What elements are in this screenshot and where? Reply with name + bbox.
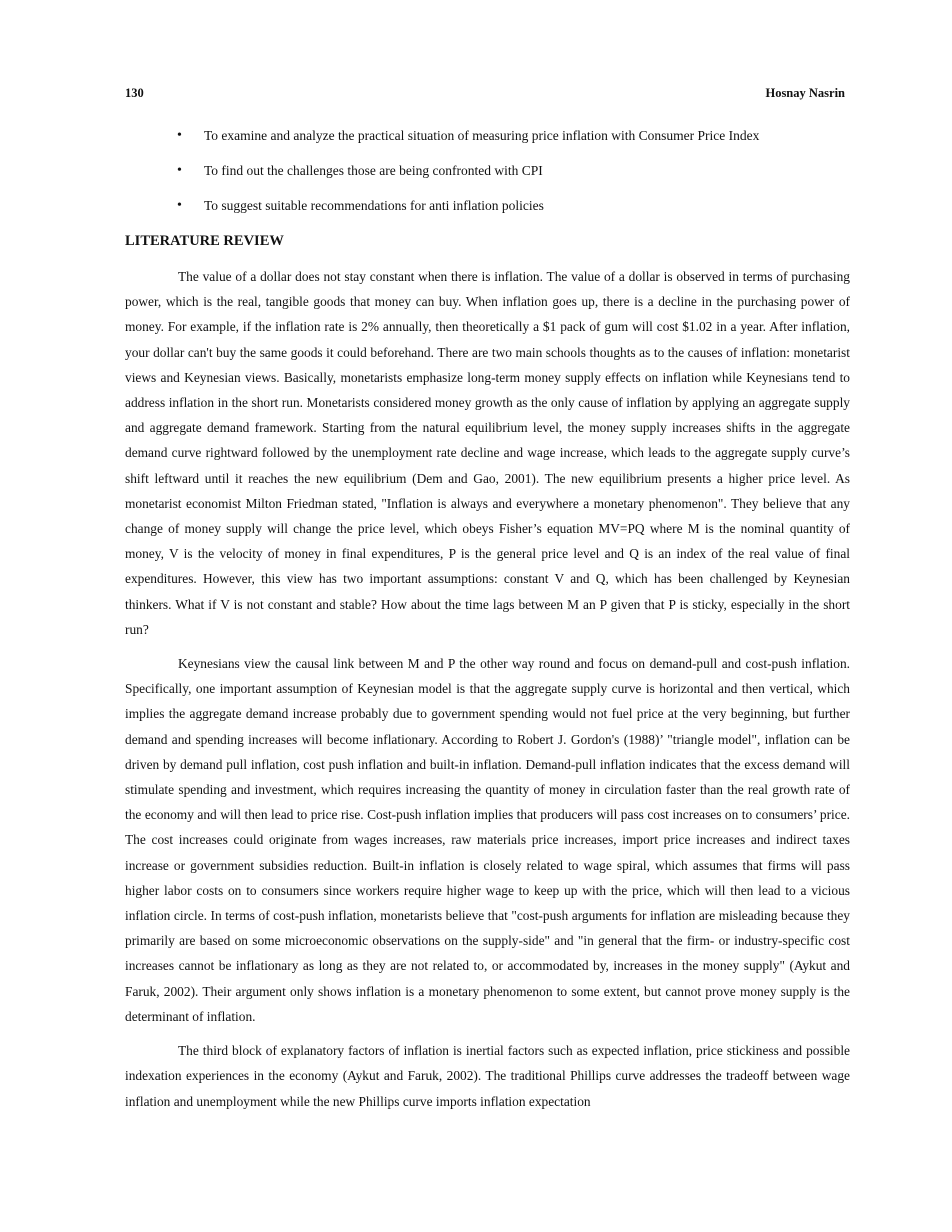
page-number: 130 <box>125 86 144 100</box>
bullet-icon: • <box>177 198 182 213</box>
section-heading: LITERATURE REVIEW <box>125 233 284 249</box>
bullet-icon: • <box>177 128 182 143</box>
bullet-icon: • <box>177 163 182 178</box>
running-header <box>125 86 845 101</box>
paragraph: The value of a dollar does not stay constant when there is inflation. The value of a dollar is observed in terms of purchasing power, which is the real, tangible goods that money can buy. When inflation goes up, there is a decline in the purchasing power of money. For example, if the inflation rate is 2% annually, then theoretically a $1 pack of gum will cost $1.02 in a year. After inflation, your dollar can't buy the same goods it could beforehand. There are two main schools thoughts as to the causes of inflation: monetarist views and Keynesian views. Basically, monetarists emphasize long-term money supply effects on inflation while Keynesians tend to address inflation in the short run. Monetarists considered money growth as the only cause of inflation by applying an aggregate supply and aggregate demand framework. Starting from the natural equilibrium level, the money supply increases shifts in the aggregate demand curve rightward followed by the unemployment rate decline and wage increase, which leads to the aggregate supply curve’s shift leftward until it reaches the new equilibrium (Dem and Gao, 2001). The new equilibrium presents a higher price level. As monetarist economist Milton Friedman stated, "Inflation is always and everywhere a monetary phenomenon". They believe that any change of money supply will change the price level, which obeys Fisher’s equation MV=PQ where M is the nominal quantity of money, V is the velocity of money in final expenditures, P is the general price level and Q is an index of the real value of final expenditures. However, this view has two important assumptions: constant V and Q, which has been challenged by Keynesian thinkers. What if V is not constant and stable? How about the time lags between M an P given that P is sticky, especially in the short run? <box>125 269 850 637</box>
objectives-list <box>125 126 850 231</box>
body-text <box>125 264 850 1123</box>
list-item <box>125 126 850 146</box>
paragraph: Keynesians view the causal link between M and P the other way round and focus on demand-pull and cost-push inflation. Specifically, one important assumption of Keynesian model is that the aggregate supply curve is horizontal and then vertical, which implies the aggregate demand increase probably due to government spending would not fuel price at the very beginning, but further demand and spending increases will become inflationary. According to Robert J. Gordon's (1988)’ "triangle model", inflation can be driven by demand pull inflation, cost push inflation and built-in inflation. Demand-pull inflation indicates that the excess demand will stimulate spending and investment, which requires increasing the quantity of money in circulation faster than the real growth rate of the economy and will then lead to price rise. Cost-push inflation implies that producers will pass cost increases on to consumers’ price. The cost increases could originate from wages increases, raw materials price increases, import price increases and indirect taxes increase or government subsidies reduction. Built-in inflation is closely related to wage spiral, which assumes that firms will pass higher labor costs on to consumers since workers require higher wage to keep up with the price, which will then lead to a vicious inflation circle. In terms of cost-push inflation, monetarists believe that "cost-push arguments for inflation are misleading because they primarily are based on some microeconomic observations on the supply-side" and "in general that the firm- or industry-specific cost increases cannot be inflationary as long as they are not related to, or accommodated by, increases in the money supply" (Aykut and Faruk, 2002). Their argument only shows inflation is a monetary phenomenon to some extent, but cannot prove money supply is the determinant of inflation. <box>125 656 850 1024</box>
list-item-text: To find out the challenges those are being confronted with CPI <box>204 163 543 178</box>
paragraph: The third block of explanatory factors of inflation is inertial factors such as expected inflation, price stickiness and possible indexation experiences in the economy (Aykut and Faruk, 2002). The traditional Phillips curve addresses the tradeoff between wage inflation and unemployment while the new Phillips curve imports inflation expectation <box>125 1043 850 1109</box>
list-item-text: To suggest suitable recommendations for anti inflation policies <box>204 198 544 213</box>
list-item-text: To examine and analyze the practical situation of measuring price inflation with Consumer Price Index <box>204 128 760 143</box>
list-item <box>125 161 850 181</box>
author-name: Hosnay Nasrin <box>765 86 845 100</box>
list-item <box>125 196 850 216</box>
